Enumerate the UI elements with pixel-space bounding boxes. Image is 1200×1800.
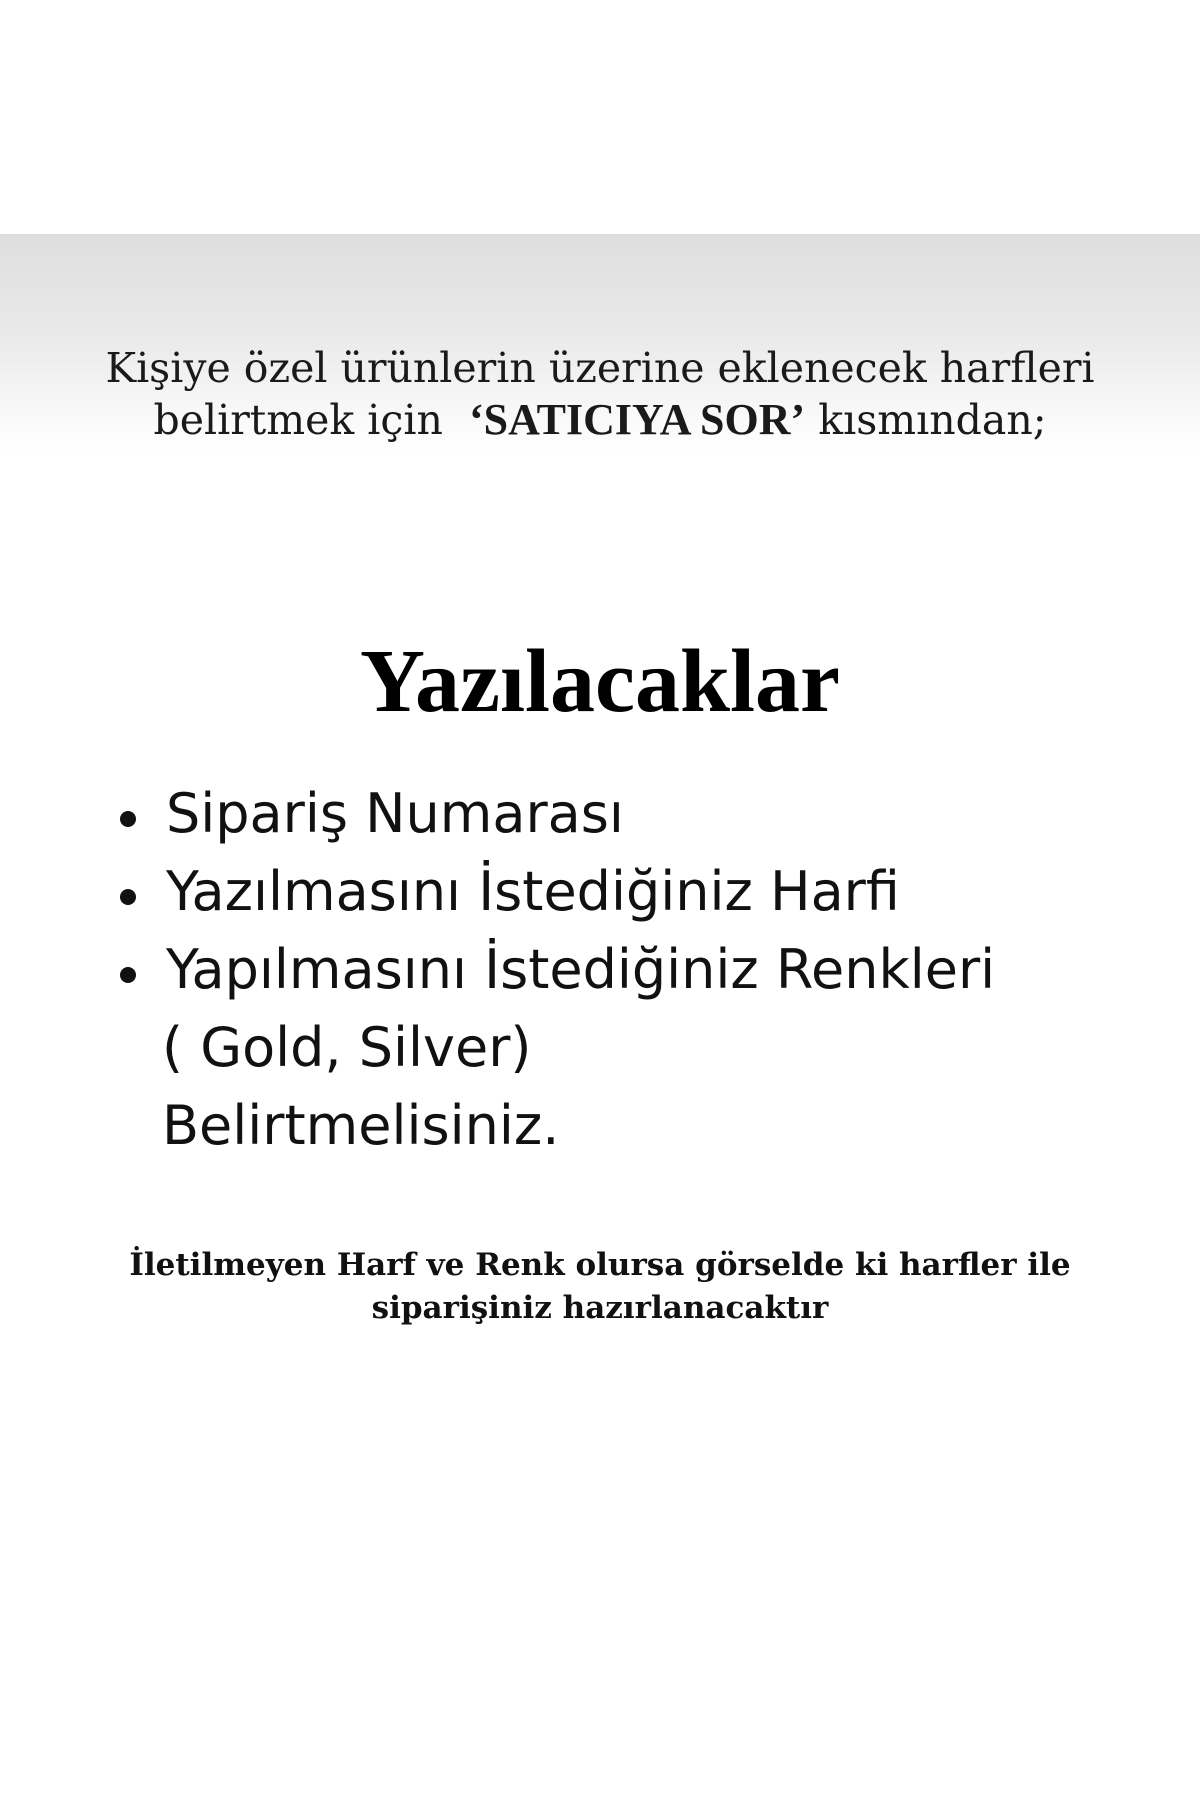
list-item-label: Yapılmasını İstediğiniz Renkleri: [166, 938, 996, 1001]
closing-instruction: Belirtmelisiniz.: [162, 1094, 560, 1157]
intro-line-2-suffix: kısmından;: [818, 396, 1047, 444]
ask-seller-emphasis: ‘SATICIYA SOR’: [468, 395, 806, 444]
requirements-list: [120, 775, 1180, 1165]
footer-note-line-2: siparişiniz hazırlanacaktır: [371, 1290, 829, 1326]
footer-note-line-1: İletilmeyen Harf ve Renk olursa görselde ki harfler ile: [129, 1247, 1071, 1283]
intro-line-2: [0, 394, 1200, 446]
list-item: [120, 931, 1180, 1009]
list-item-label: Yazılmasını İstediğiniz Harfi: [166, 860, 900, 923]
intro-line-2-prefix: belirtmek için: [153, 396, 443, 444]
page-title: Yazılacaklar: [360, 632, 840, 731]
intro-text: [0, 342, 1200, 446]
bullet-icon: [120, 811, 136, 827]
bullet-icon: [120, 889, 136, 905]
list-item: [120, 775, 1180, 853]
color-options-line: ( Gold, Silver): [162, 1016, 532, 1079]
list-item: [120, 853, 1180, 931]
bullet-icon: [120, 967, 136, 983]
footer-note: [0, 1244, 1200, 1330]
list-item-label: Sipariş Numarası: [166, 782, 624, 845]
intro-line-1: Kişiye özel ürünlerin üzerine eklenecek harfleri: [105, 344, 1095, 392]
